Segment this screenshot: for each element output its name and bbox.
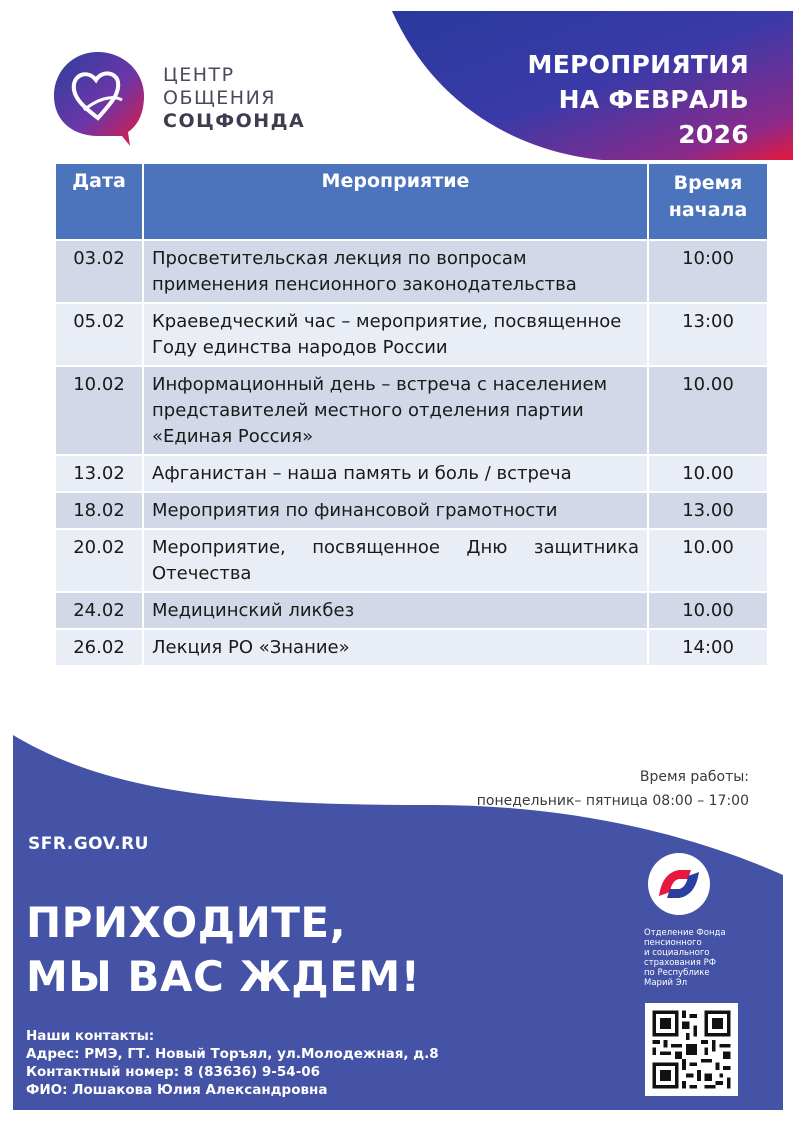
row-date: 05.02 — [56, 303, 143, 366]
table-row — [56, 492, 767, 529]
table-row — [56, 592, 767, 629]
header-event: Мероприятие — [143, 164, 648, 240]
center-logo-icon — [52, 48, 144, 148]
contacts-name: ФИО: Лошакова Юлия Александровна — [26, 1082, 328, 1098]
table-row — [56, 529, 767, 592]
row-date: 03.02 — [56, 240, 143, 303]
row-date: 26.02 — [56, 629, 143, 665]
row-time: 10:00 — [648, 240, 767, 303]
table-row — [56, 455, 767, 492]
org-line-1: Отделение Фонда — [644, 928, 726, 938]
row-date: 10.02 — [56, 366, 143, 455]
logo-line-1: ЦЕНТР — [163, 64, 235, 86]
hours-value: понедельник– пятница 08:00 – 17:00 — [476, 793, 749, 809]
title-line-1: МЕРОПРИЯТИЯ — [527, 50, 749, 79]
working-hours — [477, 765, 749, 813]
header-time-line-1: Время — [673, 172, 743, 194]
row-time: 13.00 — [648, 492, 767, 529]
logo-line-2: ОБЩЕНИЯ — [163, 87, 276, 109]
org-line-6: Марий Эл — [644, 978, 688, 988]
table-row — [56, 629, 767, 665]
table-header-row — [56, 164, 767, 240]
contacts-phone: Контактный номер: 8 (83636) 9-54-06 — [26, 1064, 321, 1080]
org-name — [644, 928, 754, 988]
row-time: 13:00 — [648, 303, 767, 366]
table-row — [56, 303, 767, 366]
header-time — [648, 164, 767, 240]
header-time-line-2: начала — [668, 199, 748, 221]
qr-code[interactable] — [645, 1003, 738, 1096]
title-line-2: НА ФЕВРАЛЬ — [558, 85, 749, 114]
logo-text — [163, 64, 305, 133]
logo-line-3: СОЦФОНДА — [163, 110, 306, 132]
row-date: 20.02 — [56, 529, 143, 592]
row-event: Мероприятия по финансовой грамотности — [143, 492, 648, 529]
row-time: 10.00 — [648, 366, 767, 455]
site-link[interactable]: SFR.GOV.RU — [28, 834, 149, 854]
row-date: 24.02 — [56, 592, 143, 629]
slogan — [26, 896, 420, 1004]
row-event: Афганистан – наша память и боль / встреча — [143, 455, 648, 492]
header-banner — [392, 11, 793, 160]
org-line-3: и социального — [644, 948, 710, 958]
slogan-line-1: ПРИХОДИТЕ, — [26, 898, 347, 947]
table-row — [56, 240, 767, 303]
qr-code-icon — [645, 1003, 738, 1096]
sfr-logo-icon — [645, 852, 713, 916]
row-time: 10.00 — [648, 455, 767, 492]
row-time: 10.00 — [648, 592, 767, 629]
row-event: Лекция РО «Знание» — [143, 629, 648, 665]
row-date: 13.02 — [56, 455, 143, 492]
contacts-title: Наши контакты: — [26, 1028, 155, 1044]
hours-title: Время работы: — [639, 769, 749, 785]
org-line-2: пенсионного — [644, 938, 702, 948]
row-time: 14:00 — [648, 629, 767, 665]
row-event: Информационный день – встреча с населением представителей местного отделения партии «Единая Россия» — [143, 366, 648, 455]
slogan-line-2: МЫ ВАС ЖДЕМ! — [26, 952, 421, 1001]
events-table — [56, 164, 767, 665]
row-time: 10.00 — [648, 529, 767, 592]
row-event: Просветительская лекция по вопросам применения пенсионного законодательства — [143, 240, 648, 303]
page-title — [528, 47, 749, 152]
contacts — [26, 1027, 439, 1099]
row-date: 18.02 — [56, 492, 143, 529]
title-line-3: 2026 — [678, 120, 749, 149]
row-event: Медицинский ликбез — [143, 592, 648, 629]
org-line-5: по Республике — [644, 968, 710, 978]
table-row — [56, 366, 767, 455]
row-event: Краеведческий час – мероприятие, посвященное Году единства народов России — [143, 303, 648, 366]
contacts-address: Адрес: РМЭ, ГТ. Новый Торъял, ул.Молодежная, д.8 — [26, 1046, 439, 1062]
org-line-4: страхования РФ — [644, 958, 717, 968]
row-event: Мероприятие, посвященное Дню защитника Отечества — [143, 529, 648, 592]
header-date: Дата — [56, 164, 143, 240]
